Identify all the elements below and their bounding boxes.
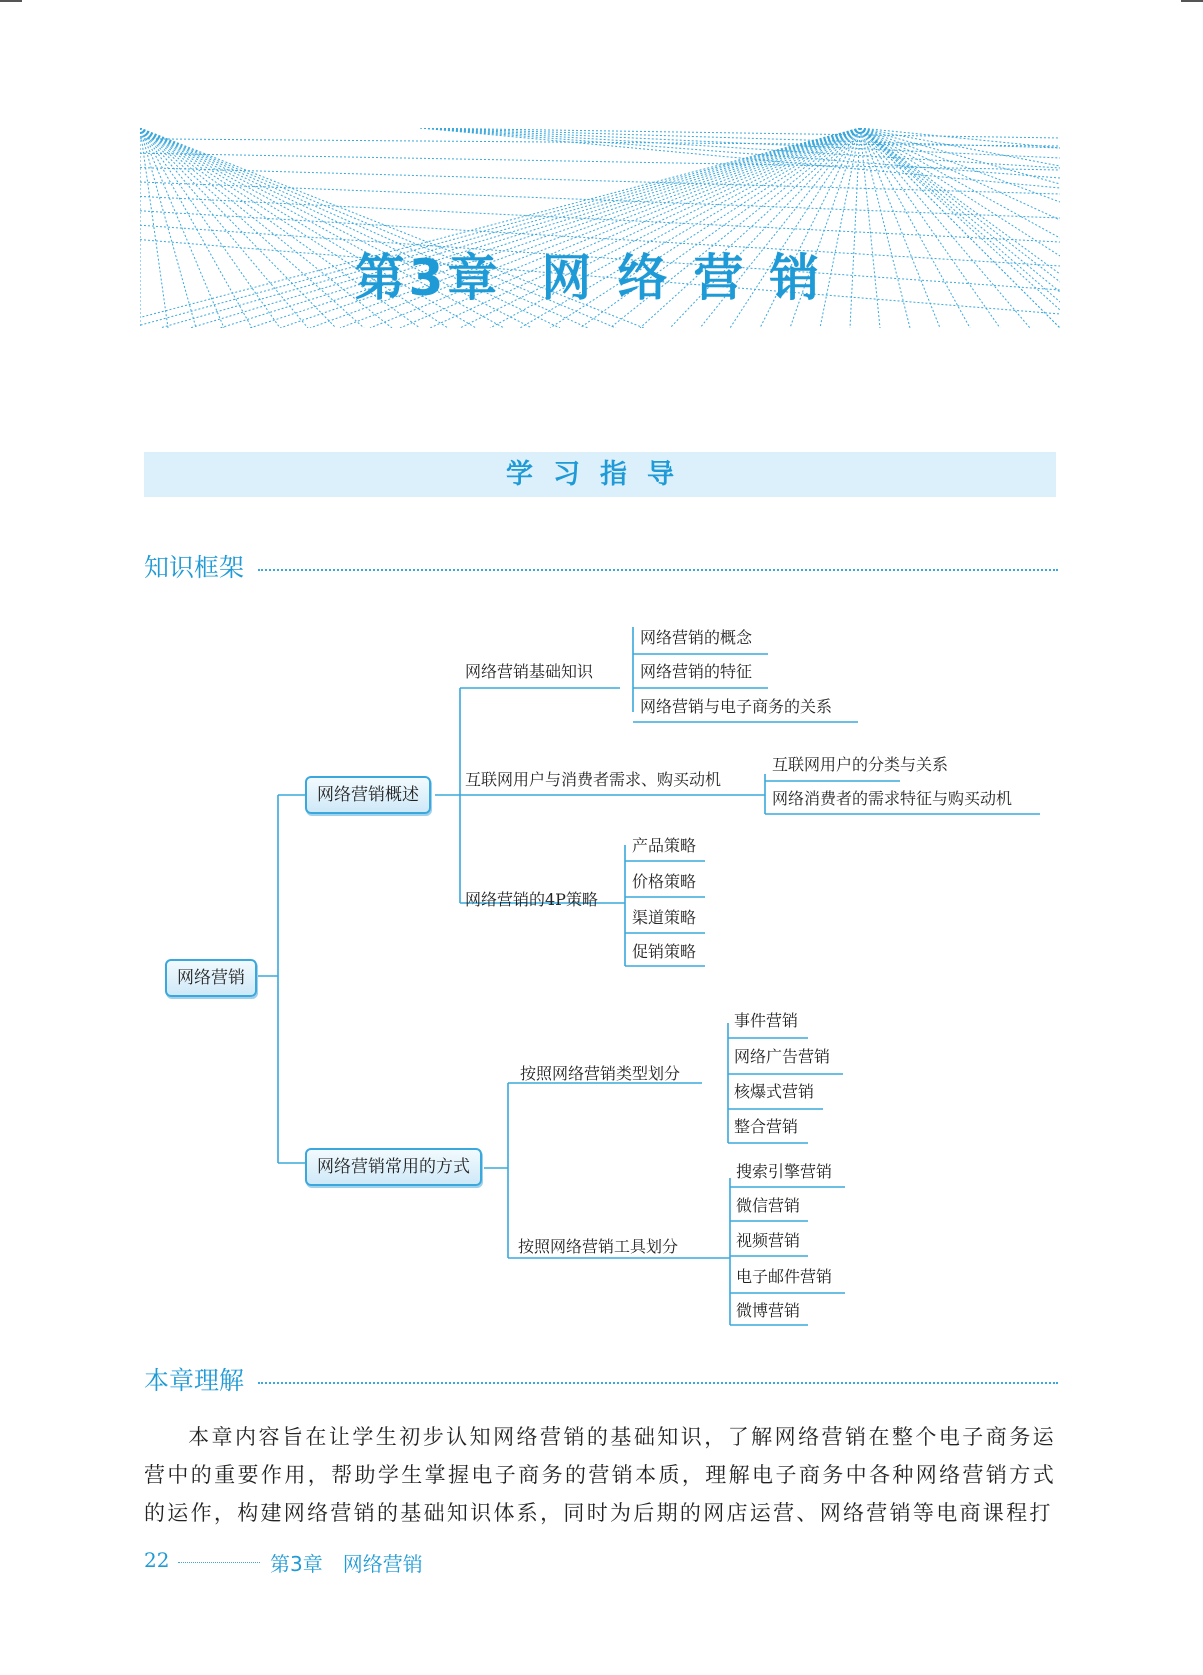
mindmap-leaf: 核爆式营销 — [734, 1082, 815, 1101]
understanding-paragraph: 本章内容旨在让学生初步认知网络营销的基础知识，了解网络营销在整个电子商务运营中的重要作用，帮助学生掌握电子商务的营销本质，理解电子商务中各种网络营销方式的运作，构建网络营销的基础知识体系，同时为后期的网店运营、网络营销等电商课程打 — [144, 1425, 1056, 1525]
mindmap-group-users: 互联网用户与消费者需求、购买动机 — [465, 770, 722, 789]
footer-chapter-label: 第3章 — [270, 1552, 323, 1576]
mindmap-branch-overview: 网络营销概述 — [305, 776, 431, 814]
footer-chapter — [270, 1548, 423, 1577]
mindmap-leaf: 网络营销与电子商务的关系 — [640, 697, 833, 716]
mindmap-leaf: 微信营销 — [736, 1196, 801, 1215]
mindmap-leaf: 事件营销 — [734, 1011, 799, 1030]
chapter-name: 网络营销 — [541, 249, 846, 307]
page-number: 22 — [144, 1548, 170, 1572]
mindmap-group-by-type: 按照网络营销类型划分 — [520, 1064, 681, 1083]
mindmap-leaf: 搜索引擎营销 — [736, 1162, 833, 1181]
mindmap-leaf: 促销策略 — [632, 942, 697, 961]
mindmap-leaf: 互联网用户的分类与关系 — [772, 755, 949, 774]
footer-rule — [178, 1562, 260, 1563]
mindmap-leaf: 网络消费者的需求特征与购买动机 — [772, 789, 1013, 808]
mindmap-leaf: 整合营销 — [734, 1117, 799, 1136]
mindmap-leaf: 视频营销 — [736, 1231, 801, 1250]
mindmap-group-4p: 网络营销的4P策略 — [465, 890, 598, 909]
mindmap-leaf: 网络营销的概念 — [640, 628, 753, 647]
understanding-rule — [258, 1382, 1058, 1384]
footer-chapter-title: 网络营销 — [342, 1552, 423, 1576]
mindmap-leaf: 渠道策略 — [632, 908, 697, 927]
mindmap-leaf: 网络营销的特征 — [640, 662, 753, 681]
mindmap-leaf: 微博营销 — [736, 1301, 801, 1320]
mindmap-leaf: 网络广告营销 — [734, 1047, 831, 1066]
framework-heading: 知识框架 — [144, 553, 252, 583]
mindmap-group-basics: 网络营销基础知识 — [465, 662, 594, 681]
mindmap-root: 网络营销 — [165, 959, 257, 997]
mindmap-leaf: 价格策略 — [632, 872, 697, 891]
understanding-heading: 本章理解 — [144, 1366, 252, 1396]
mindmap-branch-methods: 网络营销常用的方式 — [305, 1148, 482, 1186]
chapter-number: 第3章 — [354, 249, 502, 307]
mindmap-leaf: 电子邮件营销 — [736, 1267, 833, 1286]
mindmap-leaf: 产品策略 — [632, 836, 697, 855]
study-guide-band: 学习指导 — [144, 452, 1056, 497]
understanding-body — [144, 1418, 1056, 1532]
mindmap-group-by-tool: 按照网络营销工具划分 — [518, 1237, 679, 1256]
